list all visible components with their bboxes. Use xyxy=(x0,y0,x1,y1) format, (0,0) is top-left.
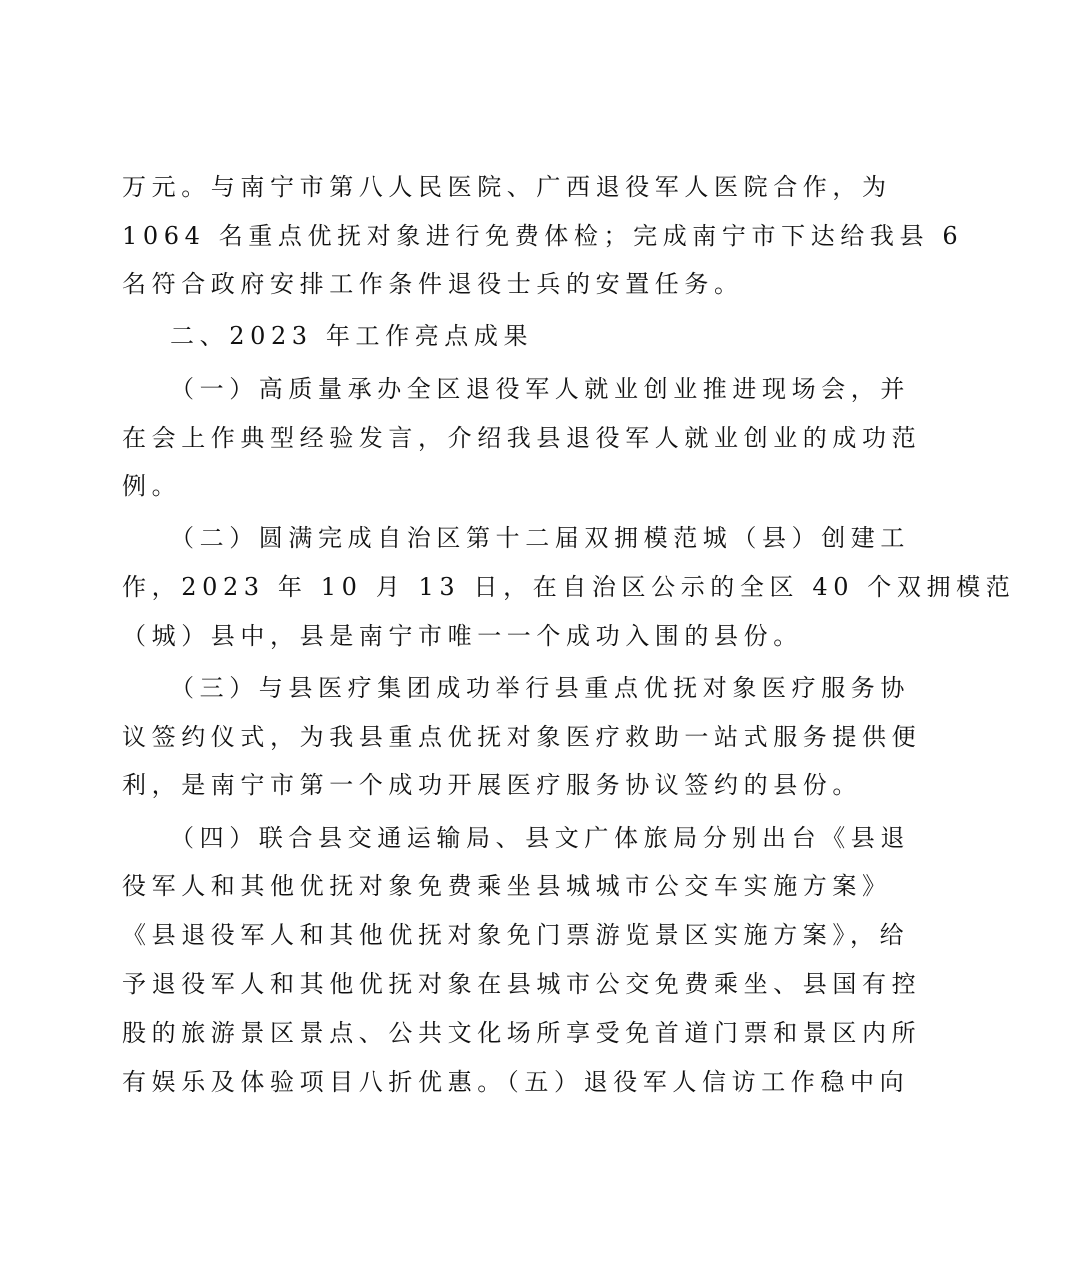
text-line: 予退役军人和其他优抚对象在县城市公交免费乘坐、县国有控 xyxy=(122,970,922,998)
text-line: （城）县中，县是南宁市唯一一个成功入围的县份。 xyxy=(122,622,803,650)
text-line: 有娱乐及体验项目八折优惠。（五）退役军人信访工作稳中向 xyxy=(122,1068,910,1096)
text-line: 例。 xyxy=(122,472,182,500)
text-line: （二）圆满完成自治区第十二届双拥模范城（县）创建工 xyxy=(170,524,910,552)
text-line: 在会上作典型经验发言，介绍我县退役军人就业创业的成功范 xyxy=(122,424,922,452)
text-line: 股的旅游景区景点、公共文化场所享受免首道门票和景区内所 xyxy=(122,1019,922,1047)
text-line: 作，2023 年 10 月 13 日，在自治区公示的全区 40 个双拥模范 xyxy=(122,573,1016,601)
text-line: （四）联合县交通运输局、县文广体旅局分别出台《县退 xyxy=(170,824,910,852)
text-line: 1064 名重点优抚对象进行免费体检；完成南宁市下达给我县 6 xyxy=(122,222,964,250)
text-line: 役军人和其他优抚对象免费乘坐县城城市公交车实施方案》 xyxy=(122,872,892,900)
text-line: 议签约仪式，为我县重点优抚对象医疗救助一站式服务提供便 xyxy=(122,723,922,751)
text-line: 名符合政府安排工作条件退役士兵的安置任务。 xyxy=(122,270,744,298)
text-line: （一）高质量承办全区退役军人就业创业推进现场会，并 xyxy=(170,375,910,403)
section-heading: 二、2023 年工作亮点成果 xyxy=(170,322,534,350)
text-line: 《县退役军人和其他优抚对象免门票游览景区实施方案》，给 xyxy=(122,921,910,949)
text-line: 万元。与南宁市第八人民医院、广西退役军人医院合作，为 xyxy=(122,173,892,201)
text-line: 利，是南宁市第一个成功开展医疗服务协议签约的县份。 xyxy=(122,771,862,799)
text-line: （三）与县医疗集团成功举行县重点优抚对象医疗服务协 xyxy=(170,674,910,702)
